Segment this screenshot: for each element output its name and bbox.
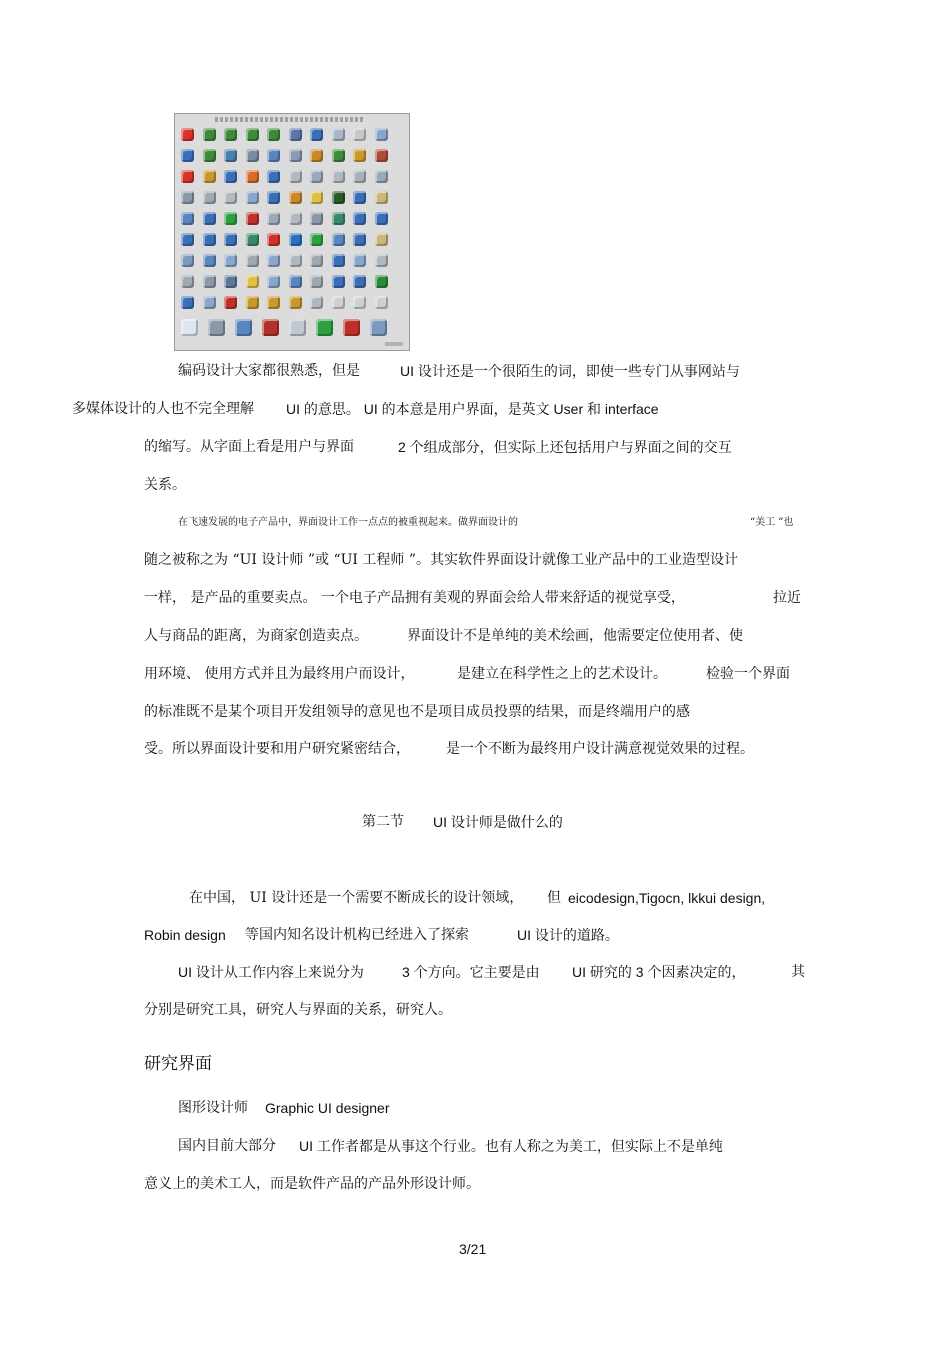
app-icon [246, 149, 259, 162]
app-icon [316, 319, 333, 336]
text-fragment: UI 设计从工作内容上来说分为 [178, 964, 364, 980]
app-icon [267, 191, 280, 204]
app-icon [375, 296, 388, 309]
app-icon [353, 212, 366, 225]
app-icon [289, 275, 302, 288]
text-fragment: eicodesign,Tigocn, lkkui design, [568, 890, 766, 906]
app-icon [353, 254, 366, 267]
app-icon [246, 128, 259, 141]
app-icon [246, 296, 259, 309]
app-icon [332, 191, 345, 204]
app-icon [267, 212, 280, 225]
app-icon [310, 170, 323, 183]
app-icon [375, 149, 388, 162]
app-icon [289, 191, 302, 204]
text-fragment: 关系。 [144, 477, 186, 493]
text-fragment: 界面设计不是单纯的美术绘画，他需要定位使用者、使 [407, 628, 743, 644]
text-fragment: UI 设计的道路。 [517, 927, 619, 943]
app-icon [181, 296, 194, 309]
app-icon [289, 254, 302, 267]
app-icon [224, 296, 237, 309]
text-fragment: 但 [547, 890, 561, 906]
app-icon [181, 191, 194, 204]
app-icon [181, 275, 194, 288]
text-fragment: 2 个组成部分，但实际上还包括用户与界面之间的交互 [398, 439, 732, 455]
text-fragment: 国内目前大部分 [178, 1138, 276, 1154]
text-fragment: 人与商品的距离，为商家创造卖点。 [144, 628, 368, 644]
app-icon [353, 170, 366, 183]
app-icon [310, 233, 323, 246]
app-icon [203, 149, 216, 162]
text-fragment: 在飞速发展的电子产品中，界面设计工作一点点的被重视起来。做界面设计的 [178, 517, 518, 528]
text-fragment: Robin design [144, 927, 226, 943]
section-title: UI 设计师是做什么的 [433, 814, 563, 830]
app-icon [203, 233, 216, 246]
app-icon [375, 212, 388, 225]
app-icon [370, 319, 387, 336]
app-icon [224, 233, 237, 246]
app-icon [289, 319, 306, 336]
app-icon [224, 149, 237, 162]
app-icon [289, 149, 302, 162]
app-icon [224, 275, 237, 288]
app-icon [246, 191, 259, 204]
app-icon [353, 296, 366, 309]
app-icon [203, 254, 216, 267]
app-icon [332, 128, 345, 141]
app-icon [203, 296, 216, 309]
app-icon [375, 233, 388, 246]
text-fragment: 是一个不断为最终用户设计满意视觉效果的过程。 [446, 741, 754, 757]
text-fragment: 的缩写。从字面上看是用户与界面 [144, 439, 354, 455]
icon-sheet-footer-mark [385, 342, 403, 346]
text-fragment: 其 [791, 964, 805, 980]
app-icon [353, 128, 366, 141]
app-icon [332, 149, 345, 162]
app-icon [224, 170, 237, 183]
text-fragment: 的标准既不是某个项目开发组领导的意见也不是项目成员投票的结果，而是终端用户的感 [144, 704, 690, 720]
app-icon [235, 319, 252, 336]
app-icon [332, 296, 345, 309]
app-icon [310, 212, 323, 225]
page-number: 3/21 [459, 1241, 487, 1257]
app-icon [332, 212, 345, 225]
app-icon [289, 170, 302, 183]
app-icon [289, 296, 302, 309]
text-fragment: 分别是研究工具，研究人与界面的关系，研究人。 [144, 1002, 452, 1018]
app-icon [181, 212, 194, 225]
app-icon [353, 191, 366, 204]
app-icon [353, 149, 366, 162]
app-icon [246, 254, 259, 267]
app-icon [289, 233, 302, 246]
app-icon [375, 128, 388, 141]
app-icon [203, 191, 216, 204]
app-icon [332, 254, 345, 267]
text-fragment: Graphic UI designer [265, 1100, 390, 1116]
text-fragment: 受。所以界面设计要和用户研究紧密结合， [144, 741, 410, 757]
app-icon [208, 319, 225, 336]
app-icon [203, 128, 216, 141]
app-icon [224, 128, 237, 141]
text-fragment: 在中国， UI 设计还是一个需要不断成长的设计领域， [189, 890, 524, 906]
app-icon [267, 296, 280, 309]
icon-set-image [174, 113, 410, 351]
app-icon [267, 275, 280, 288]
text-fragment: 拉近 [773, 590, 801, 606]
app-icon [289, 128, 302, 141]
app-icon [353, 233, 366, 246]
app-icon [203, 170, 216, 183]
app-icon [203, 212, 216, 225]
text-fragment: 一样， 是产品的重要卖点。 一个电子产品拥有美观的界面会给人带来舒适的视觉享受， [144, 590, 685, 606]
app-icon [224, 191, 237, 204]
text-fragment: 3 个方向。它主要是由 [402, 964, 540, 980]
app-icon [353, 275, 366, 288]
app-icon [267, 254, 280, 267]
app-icon [224, 212, 237, 225]
text-fragment: UI 的意思。 UI 的本意是用户界面，是英文 User 和 interface [286, 401, 659, 417]
text-fragment: 随之被称之为 “UI 设计师 ”或 “UI 工程师 ”。其实软件界面设计就像工业产品中的工业造型设计 [144, 552, 738, 568]
app-icon [289, 212, 302, 225]
app-icon [375, 275, 388, 288]
app-icon [332, 170, 345, 183]
icon-sheet-title-strip [215, 117, 365, 122]
app-icon [267, 149, 280, 162]
app-icon [203, 275, 216, 288]
app-icon [181, 233, 194, 246]
app-icon [375, 254, 388, 267]
app-icon [181, 128, 194, 141]
text-fragment: UI 研究的 3 个因素决定的， [572, 964, 746, 980]
app-icon [310, 275, 323, 288]
text-fragment: 是建立在科学性之上的艺术设计。 [457, 666, 667, 682]
app-icon [181, 319, 198, 336]
app-icon [267, 170, 280, 183]
app-icon [310, 254, 323, 267]
app-icon [310, 191, 323, 204]
text-fragment: 多媒体设计的人也不完全理解 [72, 401, 254, 417]
text-fragment: 检验一个界面 [706, 666, 790, 682]
text-fragment: 用环境、 使用方式并且为最终用户而设计， [144, 666, 415, 682]
app-icon [310, 296, 323, 309]
app-icon [181, 149, 194, 162]
app-icon [246, 233, 259, 246]
app-icon [343, 319, 360, 336]
section-number: 第二节 [362, 814, 404, 830]
text-fragment: UI 设计还是一个很陌生的词，即使一些专门从事网站与 [400, 363, 740, 379]
text-fragment: 等国内知名设计机构已经进入了探索 [245, 927, 469, 943]
app-icon [181, 254, 194, 267]
app-icon [375, 191, 388, 204]
app-icon [375, 170, 388, 183]
app-icon [181, 170, 194, 183]
app-icon [246, 212, 259, 225]
text-fragment: 图形设计师 [178, 1100, 248, 1116]
text-fragment: UI 工作者都是从事这个行业。也有人称之为美工，但实际上不是单纯 [299, 1138, 723, 1154]
app-icon [332, 233, 345, 246]
text-fragment: 意义上的美术工人，而是软件产品的产品外形设计师。 [144, 1176, 480, 1192]
app-icon [310, 149, 323, 162]
subheading-text: 研究界面 [144, 1054, 212, 1074]
app-icon [246, 170, 259, 183]
app-icon [224, 254, 237, 267]
app-icon [246, 275, 259, 288]
text-fragment: 编码设计大家都很熟悉，但是 [178, 363, 360, 379]
app-icon [332, 275, 345, 288]
app-icon [262, 319, 279, 336]
app-icon [267, 233, 280, 246]
text-fragment: “美工 ”也 [750, 517, 794, 528]
app-icon [267, 128, 280, 141]
app-icon [310, 128, 323, 141]
